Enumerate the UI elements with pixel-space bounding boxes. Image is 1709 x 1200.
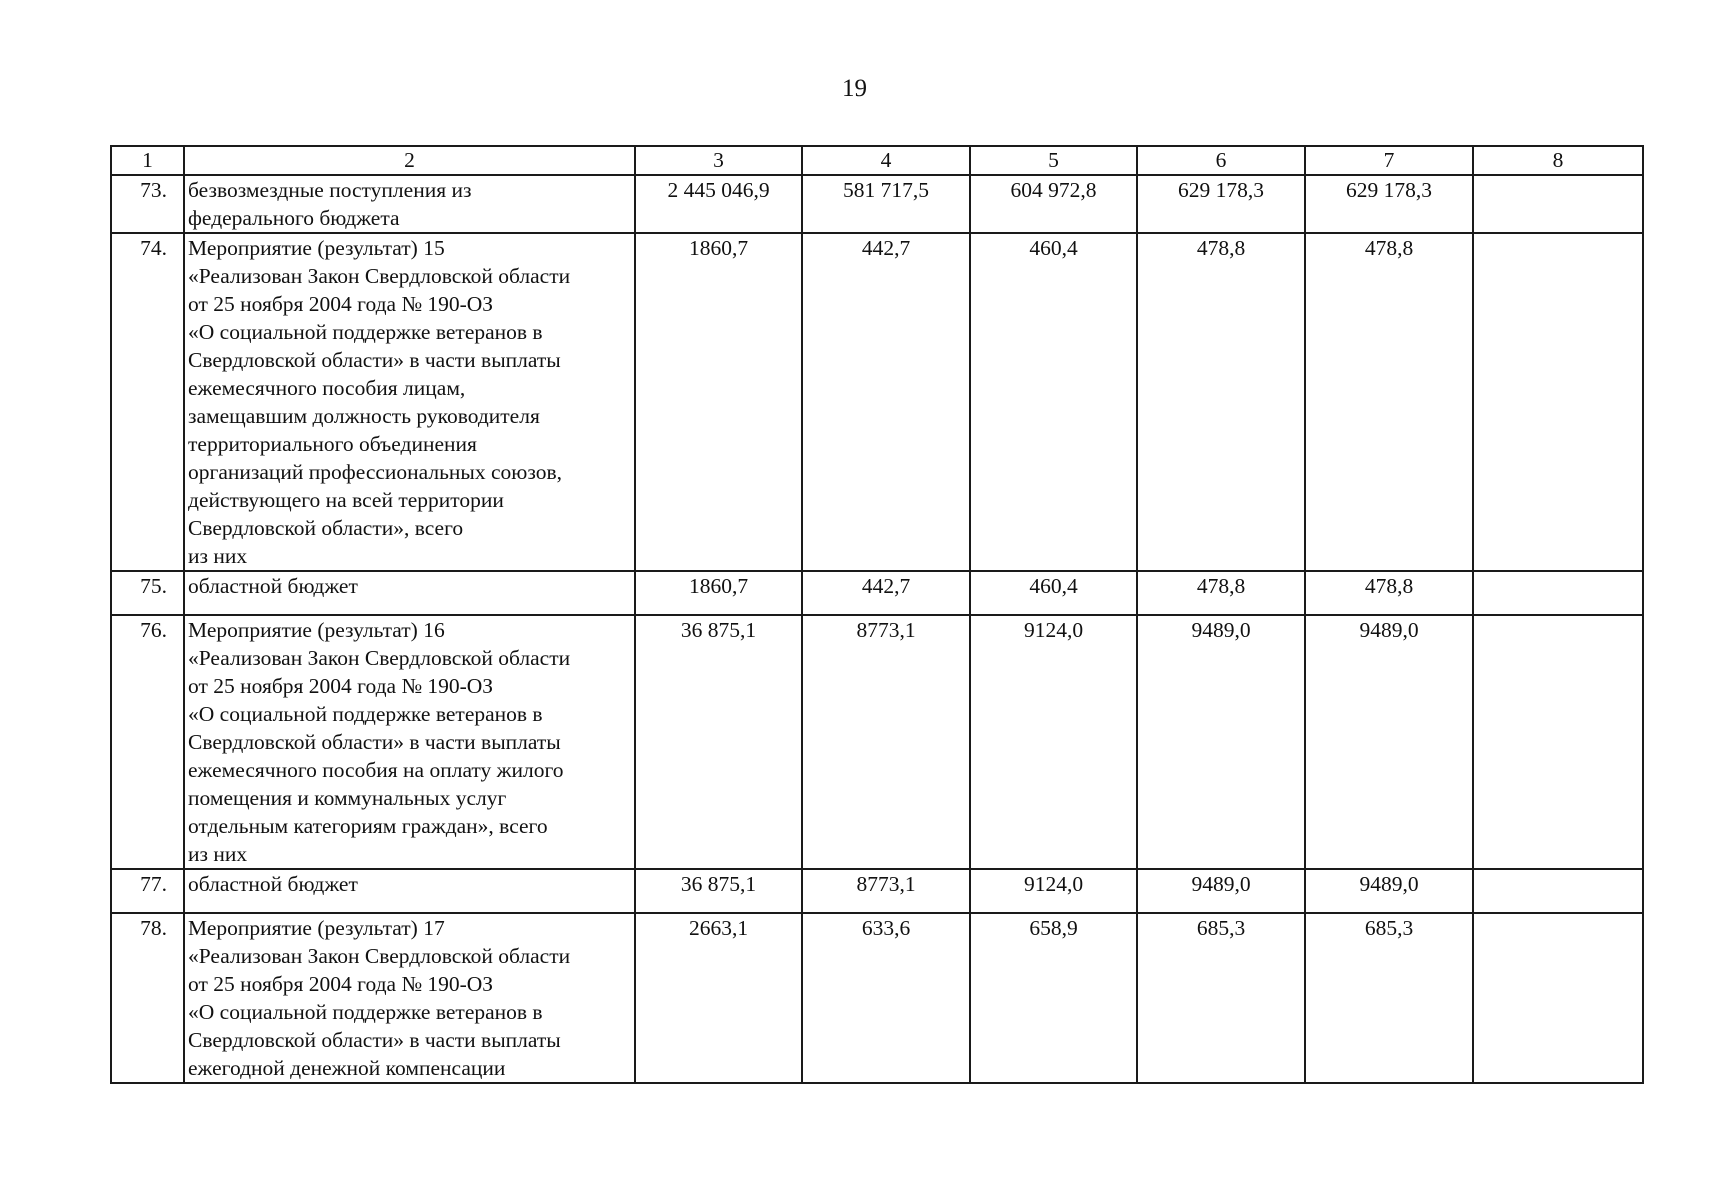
value-cell xyxy=(1473,913,1643,1083)
value-cell: 685,3 xyxy=(1305,913,1473,1083)
value-cell: 1860,7 xyxy=(635,571,802,615)
value-cell: 9489,0 xyxy=(1305,615,1473,869)
value-cell: 633,6 xyxy=(802,913,970,1083)
value-cell: 685,3 xyxy=(1137,913,1305,1083)
value-cell xyxy=(1473,571,1643,615)
value-cell: 478,8 xyxy=(1305,571,1473,615)
value-cell: 8773,1 xyxy=(802,869,970,913)
column-header: 6 xyxy=(1137,146,1305,175)
value-cell: 581 717,5 xyxy=(802,175,970,233)
row-number: 78. xyxy=(111,913,184,1083)
row-description: областной бюджет xyxy=(184,869,635,913)
header-row xyxy=(111,146,1643,175)
row-number: 74. xyxy=(111,233,184,571)
column-header: 4 xyxy=(802,146,970,175)
row-description: областной бюджет xyxy=(184,571,635,615)
value-cell: 9489,0 xyxy=(1305,869,1473,913)
value-cell: 460,4 xyxy=(970,233,1137,571)
value-cell xyxy=(1473,175,1643,233)
value-cell: 9124,0 xyxy=(970,615,1137,869)
column-header: 2 xyxy=(184,146,635,175)
value-cell: 442,7 xyxy=(802,233,970,571)
row-number: 77. xyxy=(111,869,184,913)
page-number: 19 xyxy=(842,75,867,102)
value-cell: 658,9 xyxy=(970,913,1137,1083)
value-cell: 629 178,3 xyxy=(1305,175,1473,233)
value-cell: 478,8 xyxy=(1137,233,1305,571)
row-number: 73. xyxy=(111,175,184,233)
value-cell: 478,8 xyxy=(1137,571,1305,615)
value-cell: 9124,0 xyxy=(970,869,1137,913)
value-cell xyxy=(1473,615,1643,869)
table-row xyxy=(111,571,1643,615)
column-header: 5 xyxy=(970,146,1137,175)
row-number: 76. xyxy=(111,615,184,869)
value-cell: 629 178,3 xyxy=(1137,175,1305,233)
row-description: Мероприятие (результат) 17 «Реализован Закон Свердловской области от 25 ноября 2004 года № 190-ОЗ «О социальной поддержке ветеранов в Свердловской области» в части выплаты ежегодной денежной компенсации xyxy=(184,913,635,1083)
value-cell: 36 875,1 xyxy=(635,615,802,869)
value-cell: 478,8 xyxy=(1305,233,1473,571)
value-cell: 9489,0 xyxy=(1137,615,1305,869)
row-number: 75. xyxy=(111,571,184,615)
value-cell: 460,4 xyxy=(970,571,1137,615)
column-header: 3 xyxy=(635,146,802,175)
budget-table xyxy=(110,145,1644,1084)
table-row xyxy=(111,913,1643,1083)
value-cell: 36 875,1 xyxy=(635,869,802,913)
row-description: Мероприятие (результат) 15 «Реализован Закон Свердловской области от 25 ноября 2004 года № 190-ОЗ «О социальной поддержке ветеранов в Свердловской области» в части выплаты ежемесячного пособия лицам, замещавшим должность руководителя территориального объединения организаций профессиональных союзов, действующего на всей территории Свердловской области», всего из них xyxy=(184,233,635,571)
row-description: Мероприятие (результат) 16 «Реализован Закон Свердловской области от 25 ноября 2004 года № 190-ОЗ «О социальной поддержке ветеранов в Свердловской области» в части выплаты ежемесячного пособия на оплату жилого помещения и коммунальных услуг отдельным категориям граждан», всего из них xyxy=(184,615,635,869)
table-row xyxy=(111,175,1643,233)
value-cell: 9489,0 xyxy=(1137,869,1305,913)
value-cell: 2 445 046,9 xyxy=(635,175,802,233)
column-header: 8 xyxy=(1473,146,1643,175)
value-cell xyxy=(1473,869,1643,913)
column-header: 7 xyxy=(1305,146,1473,175)
column-header: 1 xyxy=(111,146,184,175)
row-description: безвозмездные поступления из федерального бюджета xyxy=(184,175,635,233)
table-row xyxy=(111,615,1643,869)
value-cell: 1860,7 xyxy=(635,233,802,571)
value-cell: 442,7 xyxy=(802,571,970,615)
value-cell: 8773,1 xyxy=(802,615,970,869)
value-cell xyxy=(1473,233,1643,571)
table-row xyxy=(111,869,1643,913)
value-cell: 604 972,8 xyxy=(970,175,1137,233)
table-row xyxy=(111,233,1643,571)
value-cell: 2663,1 xyxy=(635,913,802,1083)
